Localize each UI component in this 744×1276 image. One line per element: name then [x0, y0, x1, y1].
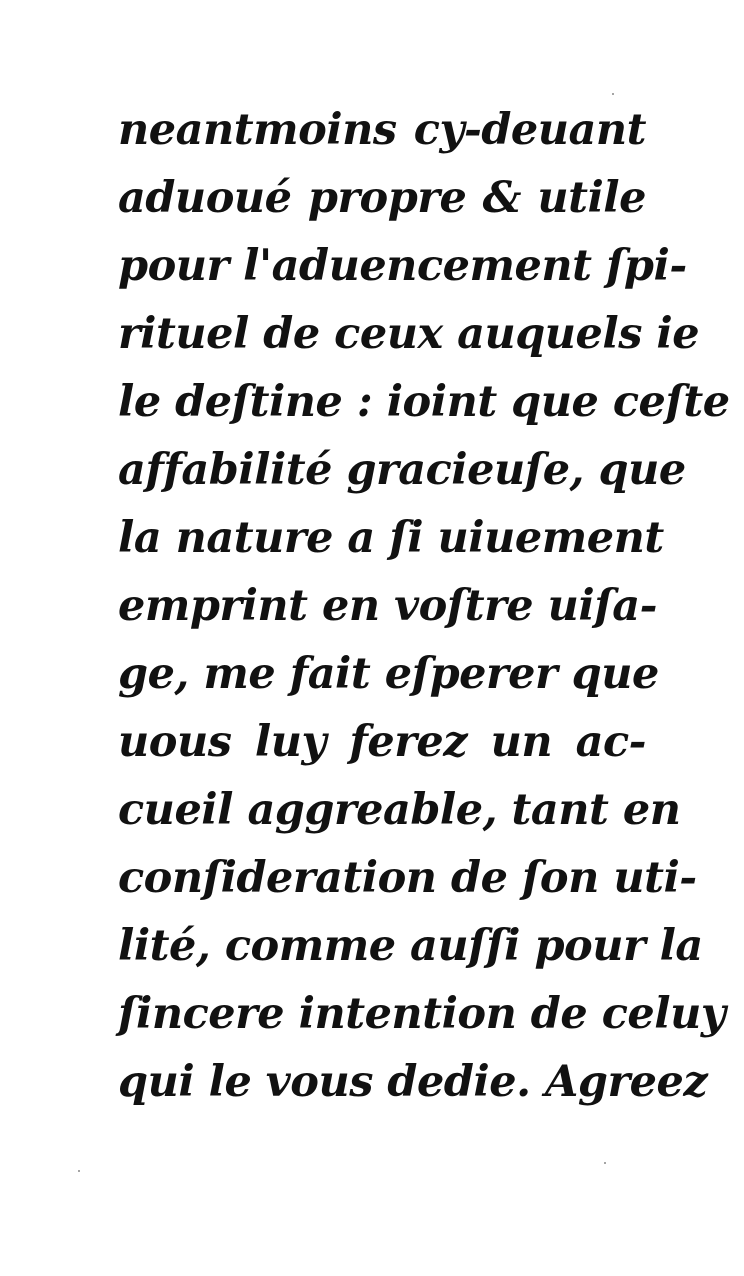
text-line: conſideration de ſon uti- [118, 853, 697, 903]
text-line: rituel de ceux auquels ie [118, 309, 700, 359]
text-line: qui le vous dedie. Agreez [118, 1057, 708, 1107]
body-text [118, 96, 730, 1116]
paper-speck [612, 93, 614, 95]
paper-speck [604, 1162, 606, 1164]
text-line: le deſtine : ioint que ceſte [118, 377, 730, 427]
text-line: emprint en voſtre uiſa- [118, 581, 657, 631]
text-line: neantmoins cy-deuant [118, 105, 646, 155]
text-line: uous luy ferez un ac- [118, 717, 646, 767]
text-line: ſincere intention de celuy [118, 989, 726, 1039]
text-line: aduoué propre & utile [118, 173, 646, 223]
text-line: cueil aggreable, tant en [118, 785, 681, 835]
text-line: ge, me fait eſperer que [118, 649, 659, 699]
text-line: pour l'aduencement ſpi- [118, 241, 687, 291]
text-line: affabilité gracieuſe, que [118, 445, 686, 495]
paper-speck [78, 1170, 80, 1172]
text-line: la nature a ſi uiuement [118, 513, 664, 563]
text-line: lité, comme auſſi pour la [118, 921, 703, 971]
